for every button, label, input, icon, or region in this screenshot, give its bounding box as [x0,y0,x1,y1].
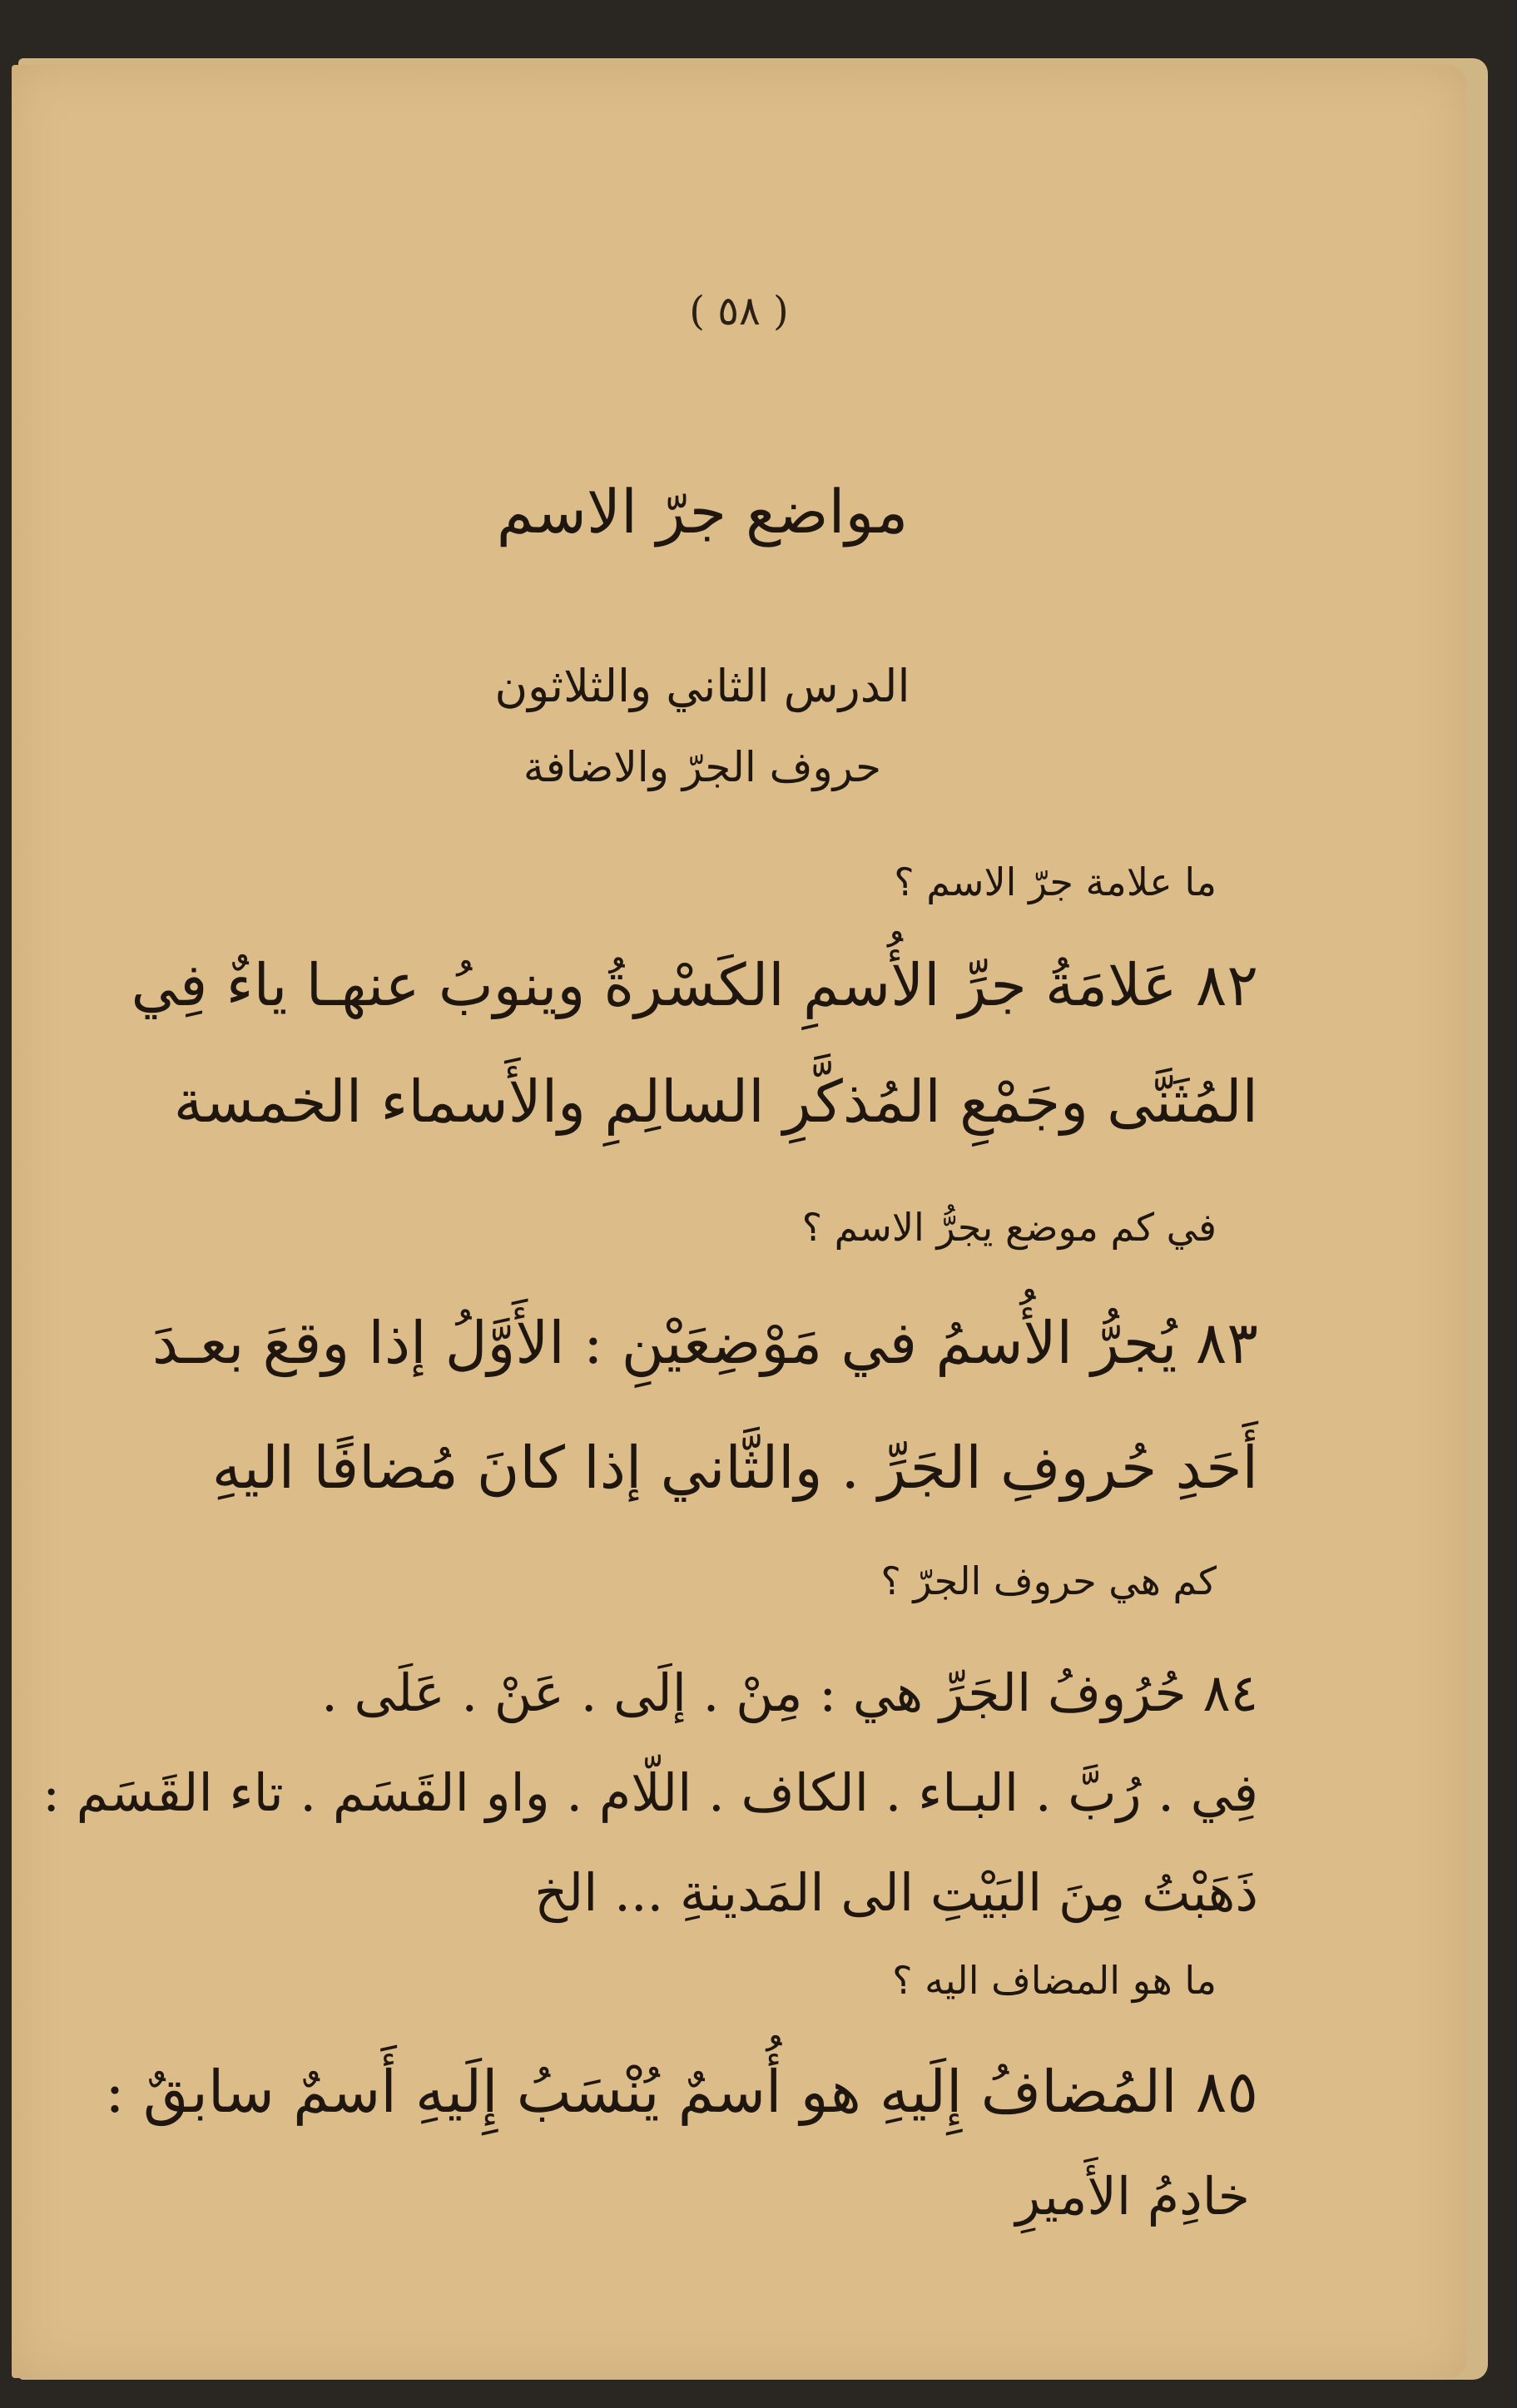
answer-84-line-1: ٨٤ حُرُوفُ الجَرِّ هي : مِنْ . إلَى . عَنْ . عَلَى . [321,1662,1258,1723]
page-title: مواضع جرّ الاسم [496,477,909,547]
answer-83-line-2: أَحَدِ حُروفِ الجَرِّ . والثَّاني إذا كانَ مُضافًا اليهِ [211,1434,1258,1502]
question-2: في كم موضع يجرُّ الاسم ؟ [801,1205,1217,1250]
answer-82-line-1: ٨٢ عَلامَةُ جرِّ الأُسمِ الكَسْرةُ وينوبُ عنهـا ياءٌ فِي [131,951,1258,1019]
answer-84-line-3: ذَهَبْتُ مِنَ البَيْتِ الى المَدينةِ ... الخ [534,1862,1258,1923]
page-number: ( ٥٨ ) [689,288,789,334]
answer-84-line-2: فِي . رُبَّ . البـاء . الكاف . اللّام . واو القَسَم . تاء القَسَم : [42,1762,1258,1823]
question-3: كم هي حروف الجرّ ؟ [880,1558,1217,1603]
question-1: ما علامة جرّ الاسم ؟ [894,860,1217,904]
lesson-heading: الدرس الثاني والثلاثون [494,660,910,712]
book-page [12,65,1466,2378]
answer-85-line-2: خادِمُ الأَميرِ [1015,2166,1250,2227]
question-4: ما هو المضاف اليه ؟ [892,1958,1217,2003]
answer-83-line-1: ٨٣ يُجرُّ الأُسمُ في مَوْضِعَيْنِ : الأَوَّلُ إذا وقعَ بعـدَ [151,1309,1258,1377]
answer-82-line-2: المُثَنَّى وجَمْعِ المُذكَّرِ السالِمِ والأَسماء الخمسة [173,1068,1258,1136]
answer-85-line-1: ٨٥ المُضافُ إِلَيهِ هو أُسمٌ يُنْسَبُ إِلَيهِ أَسمٌ سابقٌ : [105,2058,1258,2126]
subtopic-heading: حروف الجرّ والاضافة [523,743,882,791]
